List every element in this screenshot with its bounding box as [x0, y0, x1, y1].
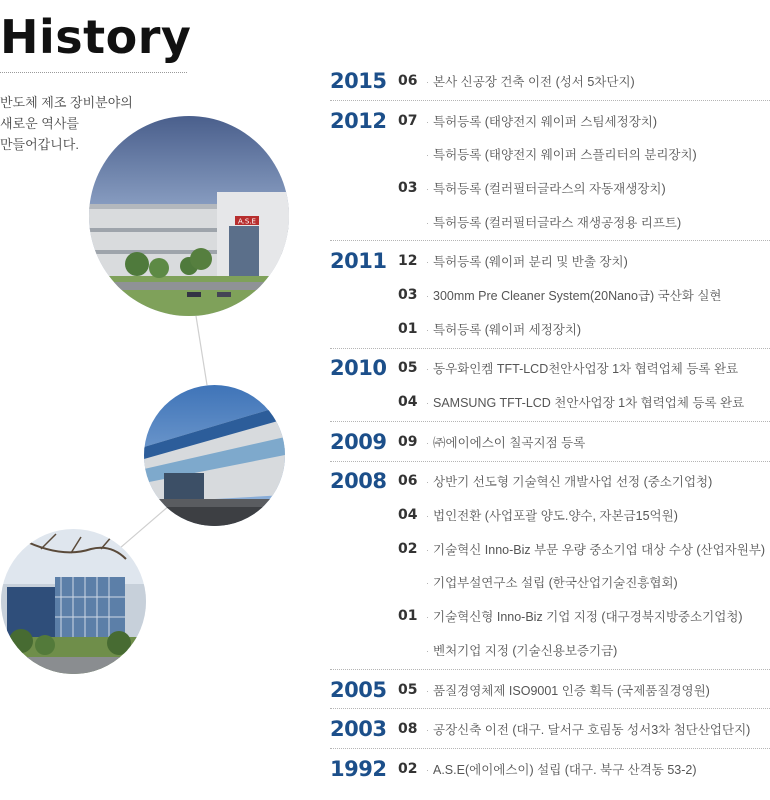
year-label: 1992 [330, 756, 387, 781]
event-text: 기술혁신 Inno-Biz 부문 우량 중소기업 대상 수상 (산업자원부) [433, 542, 766, 557]
timeline-entry [330, 712, 770, 746]
bullet-icon: · [426, 685, 429, 696]
bullet-icon: · [426, 544, 429, 555]
event-text: 특허등록 (컬러필터글라스 재생공정용 리프트) [433, 215, 682, 230]
timeline-entry [330, 104, 770, 138]
month-label: 02 [398, 760, 418, 777]
event-text: 벤처기업 지정 (기술신용보증기금) [433, 643, 618, 658]
year-group-2012 [330, 104, 770, 242]
event-text-wrap [426, 573, 678, 591]
event-text-wrap [426, 506, 678, 524]
month-label: 12 [398, 253, 418, 270]
timeline-entry [330, 352, 770, 386]
year-group-2005 [330, 673, 770, 710]
timeline-entry [330, 385, 770, 419]
timeline-entry [330, 312, 770, 346]
timeline-entry [330, 465, 770, 499]
timeline-entry [330, 752, 770, 786]
event-text-wrap [426, 252, 628, 270]
month-label: 05 [398, 681, 418, 698]
subtitle-line: 만들어갑니다. [0, 137, 79, 152]
bullet-icon: · [426, 217, 429, 228]
event-text-wrap [426, 681, 710, 699]
month-label: 06 [398, 473, 418, 490]
event-text-wrap [426, 286, 722, 304]
year-group-2015 [330, 64, 770, 101]
year-group-2003 [330, 712, 770, 749]
bullet-icon: · [426, 76, 429, 87]
event-text-wrap [426, 179, 666, 197]
year-group-2010 [330, 352, 770, 422]
event-text: 특허등록 (컬러필터글라스의 자동재생장치) [433, 181, 666, 196]
year-label: 2011 [330, 249, 387, 274]
timeline-entry [330, 64, 770, 98]
timeline-entry [330, 244, 770, 278]
event-text-wrap [426, 720, 750, 738]
month-label: 03 [398, 286, 418, 303]
bullet-icon: · [426, 183, 429, 194]
event-text: A.S.E(에이에스이) 설립 (대구. 북구 산격동 53-2) [433, 762, 697, 777]
month-label: 08 [398, 721, 418, 738]
timeline-entry [330, 425, 770, 459]
timeline-entry [330, 278, 770, 312]
event-text: ㈜에이에스이 칠곡지점 등록 [433, 435, 586, 450]
event-text: 상반기 선도형 기술혁신 개발사업 선정 (중소기업청) [433, 475, 713, 490]
timeline-entry [330, 171, 770, 205]
event-text: 공장신축 이전 (대구. 달서구 호림동 성서3차 첨단산업단지) [433, 723, 751, 738]
page-title: History [0, 10, 192, 64]
timeline-entry [330, 599, 770, 633]
timeline-entry [330, 498, 770, 532]
event-text: 동우화인켐 TFT-LCD천안사업장 1차 협력업체 등록 완료 [433, 362, 739, 377]
month-label: 05 [398, 360, 418, 377]
event-text-wrap [426, 213, 681, 231]
timeline-entry [330, 205, 770, 239]
bullet-icon: · [426, 764, 429, 775]
event-text: 특허등록 (태양전지 웨이퍼 스팀세정장치) [433, 114, 658, 129]
month-label: 09 [398, 433, 418, 450]
timeline-entry [330, 673, 770, 707]
bullet-icon: · [426, 290, 429, 301]
bullet-icon: · [426, 477, 429, 488]
bullet-icon: · [426, 578, 429, 589]
event-text: 기술혁신형 Inno-Biz 기업 지정 (대구경북지방중소기업청) [433, 610, 743, 625]
bullet-icon: · [426, 150, 429, 161]
event-text: 품질경영체제 ISO9001 인증 획득 (국제품질경영원) [433, 683, 710, 698]
month-label: 01 [398, 608, 418, 625]
bullet-icon: · [426, 725, 429, 736]
bullet-icon: · [426, 437, 429, 448]
timeline-entry [330, 137, 770, 171]
history-timeline [330, 64, 770, 791]
event-text: 특허등록 (태양전지 웨이퍼 스플리터의 분리장치) [433, 148, 697, 163]
factory-photo-side [144, 385, 285, 526]
timeline-entry [330, 633, 770, 667]
event-text: SAMSUNG TFT-LCD 천안사업장 1차 협력업체 등록 완료 [433, 396, 745, 411]
month-label: 03 [398, 179, 418, 196]
bullet-icon: · [426, 645, 429, 656]
event-text-wrap [426, 760, 697, 778]
bullet-icon: · [426, 511, 429, 522]
year-group-1992 [330, 752, 770, 788]
month-label: 01 [398, 320, 418, 337]
event-text-wrap [426, 540, 765, 558]
bullet-icon: · [426, 364, 429, 375]
event-text-wrap [426, 320, 581, 338]
bullet-icon: · [426, 398, 429, 409]
subtitle-line: 새로운 역사를 [0, 116, 79, 131]
event-text-wrap [426, 607, 743, 625]
timeline-entry [330, 532, 770, 566]
bullet-icon: · [426, 116, 429, 127]
year-label: 2010 [330, 356, 387, 381]
event-text: 300mm Pre Cleaner System(20Nano급) 국산화 실현 [433, 288, 722, 303]
event-text: 특허등록 (웨이퍼 세정장치) [433, 322, 582, 337]
year-label: 2012 [330, 108, 387, 133]
event-text-wrap [426, 393, 744, 411]
year-label: 2008 [330, 469, 387, 494]
year-group-2009 [330, 425, 770, 462]
company-sign: A.S.E [238, 217, 256, 226]
year-label: 2003 [330, 717, 387, 742]
event-text: 법인전환 (사업포괄 양도.양수, 자본금15억원) [433, 509, 678, 524]
year-label: 2005 [330, 677, 387, 702]
month-label: 06 [398, 72, 418, 89]
event-text-wrap [426, 472, 712, 490]
event-text-wrap [426, 112, 657, 130]
event-text-wrap [426, 145, 697, 163]
year-label: 2015 [330, 68, 387, 93]
month-label: 04 [398, 507, 418, 524]
year-label: 2009 [330, 429, 387, 454]
event-text: 기업부설연구소 설립 (한국산업기술진흥협회) [433, 576, 678, 591]
year-group-2011 [330, 244, 770, 348]
timeline-entry [330, 566, 770, 600]
year-group-2008 [330, 465, 770, 670]
month-label: 07 [398, 112, 418, 129]
factory-photo-glass [1, 529, 146, 674]
factory-photo-main [89, 116, 289, 316]
subtitle-line: 반도체 제조 장비분야의 [0, 95, 133, 110]
bullet-icon: · [426, 257, 429, 268]
month-label: 04 [398, 394, 418, 411]
bullet-icon: · [426, 612, 429, 623]
event-text: 특허등록 (웨이퍼 분리 및 반출 장치) [433, 255, 628, 270]
event-text-wrap [426, 72, 635, 90]
event-text: 본사 신공장 건축 이전 (성서 5차단지) [433, 74, 635, 89]
event-text-wrap [426, 641, 617, 659]
event-text-wrap [426, 359, 738, 377]
event-text-wrap [426, 433, 585, 451]
month-label: 02 [398, 540, 418, 557]
bullet-icon: · [426, 324, 429, 335]
